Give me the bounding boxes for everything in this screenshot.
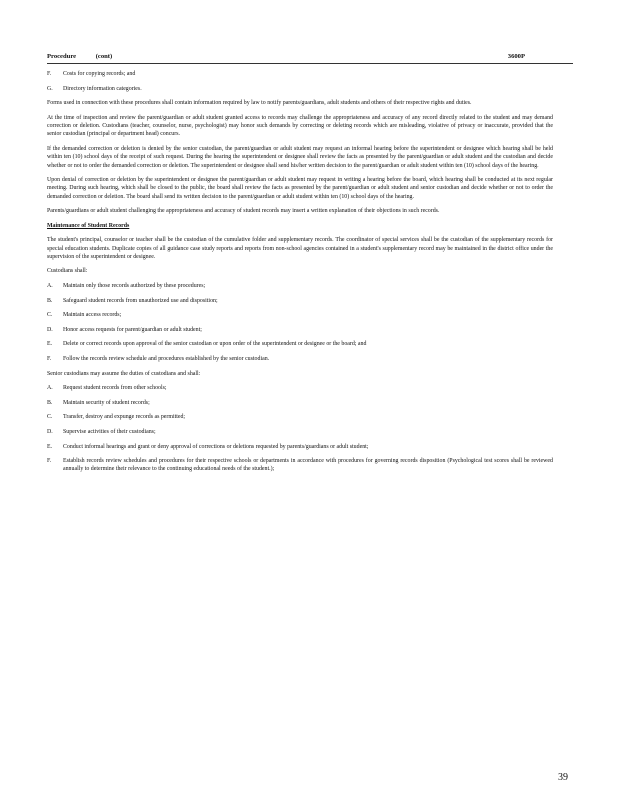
list-item <box>47 428 553 436</box>
section-heading-maintenance: Maintenance of Student Records <box>47 222 130 229</box>
page-number: 39 <box>558 772 568 783</box>
list-item-text: Maintain access records; <box>63 312 122 319</box>
list-item-label: F. <box>47 71 52 77</box>
list-item-label: F. <box>47 355 52 362</box>
list-item <box>47 70 553 78</box>
policy-code: 3600P <box>507 53 525 60</box>
list-item-label: B. <box>47 297 53 304</box>
list-item-text: Maintain security of student records; <box>63 399 150 406</box>
list-item-label: E. <box>47 341 53 348</box>
list-item <box>47 413 553 421</box>
paragraph-board-hearing: Upon denial of correction or deletion by the superintendent or designee the parent/guardian or adult student may request in writing a hearing before the board, which hearing shall be conducted at its next regular meeting. During such hearing, which shall be closed to the public, the board shall review the facts as presented by the parent/guardian or adult student and senior custodian and decide whether or not to order the demanded correction or deletion. The board shall send its written decision to the parent/guardian or adult student within ten (10) school days of the hearing. <box>47 177 553 200</box>
document-body <box>47 70 553 480</box>
header-subtitle: (cont) <box>95 53 113 60</box>
list-item <box>47 384 553 392</box>
list-item-label: C. <box>47 312 53 319</box>
list-item-label: B. <box>47 399 53 406</box>
list-item <box>47 297 553 305</box>
list-item-text: Delete or correct records upon approval of the senior custodian or upon order of the superintendent or designee or the board; and <box>63 341 367 348</box>
page-header <box>47 50 573 64</box>
list-item-text: Safeguard student records from unauthorized use and disposition; <box>63 297 218 304</box>
list-item <box>47 457 553 474</box>
paragraph-maintenance-intro: The student's principal, counselor or teacher shall be the custodian of the cumulative folder and supplementary records. The coordinator of special services shall be the custodian of the supplementary records for special education students. Duplicate copies of all guidance case study reports and reports from non-school agencies contained in a student's supplementary record may be maintained in the district office under the supervision of the superintendent or designee. <box>47 237 553 260</box>
list-item-text: Transfer, destroy and expunge records as permitted; <box>63 414 186 421</box>
header-title: Procedure <box>47 53 77 60</box>
list-item-text: Conduct informal hearings and grant or deny approval of corrections or deletions requested by parents/guardians or adult student; <box>63 443 369 450</box>
header-title-group <box>47 53 112 60</box>
paragraph-forms: Forms used in connection with these procedures shall contain information required by law to notify parents/guardians, adult students and others of their respective rights and duties. <box>47 100 472 107</box>
list-item <box>47 355 553 363</box>
list-item <box>47 85 553 93</box>
list-item <box>47 443 553 451</box>
list-item-label: A. <box>47 283 53 290</box>
list-item-text: Supervise activities of their custodians; <box>63 428 156 435</box>
list-item-text: Establish records review schedules and procedures for their respective schools or departments in accordance with procedures for governing records disposition (Psychological test scores shall be reviewed annually to determine their relevance to the continuing educational needs of the student.); <box>63 458 553 473</box>
senior-custodians-lead: Senior custodians may assume the duties of custodians and shall: <box>47 370 201 377</box>
list-item-text: Directory information categories. <box>63 85 142 92</box>
paragraph-informal-hearing: If the demanded correction or deletion is denied by the senior custodian, the parent/guardian or adult student may request an informal hearing before the superintendent or designee which hearing shall be held within ten (10) school days of the receipt of such request. During the hearing the superintendent or designee shall review the facts as presented by the parent/guardian or adult student and the custodian and decide whether or not to order the demanded correction or deletion. The superintendent or designee shall send his/her written decision to the parent/guardian or adult student within ten (10) school days of the hearing. <box>47 145 553 169</box>
list-item-text: Honor access requests for parent/guardian or adult student; <box>63 326 202 333</box>
list-item-label: A. <box>47 385 53 392</box>
list-item-text: Maintain only those records authorized by these procedures; <box>63 283 206 290</box>
list-item <box>47 340 553 348</box>
list-item-label: D. <box>47 326 53 333</box>
list-item <box>47 282 553 290</box>
list-item <box>47 399 553 407</box>
list-item <box>47 311 553 319</box>
paragraph-written-explanation: Parents/guardians or adult student challenging the appropriateness and accuracy of student records may insert a written explanation of their objections in such records. <box>47 208 440 215</box>
list-item <box>47 326 553 334</box>
list-item-label: D. <box>47 428 53 435</box>
custodians-lead: Custodians shall: <box>47 268 88 275</box>
list-item-label: F. <box>47 458 52 465</box>
list-item-text: Follow the records review schedule and procedures established by the senior custodian. <box>63 355 270 362</box>
list-item-label: C. <box>47 414 53 421</box>
list-item-label: E. <box>47 443 53 450</box>
paragraph-inspection: At the time of inspection and review the parent/guardian or adult student granted access to records may challenge the appropriateness and accuracy of any record directly related to the student and may demand correction or deletion. Custodians (teacher, counselor, nurse, psychologist) may honor such demands by correcting or deleting records which are misleading, violative of privacy or inaccurate, provided that the senior custodian (principal or department head) concurs. <box>47 114 553 138</box>
list-item-label: G. <box>47 85 53 92</box>
list-item-text: Request student records from other schools; <box>63 385 167 392</box>
list-item-text: Costs for copying records; and <box>63 71 136 77</box>
